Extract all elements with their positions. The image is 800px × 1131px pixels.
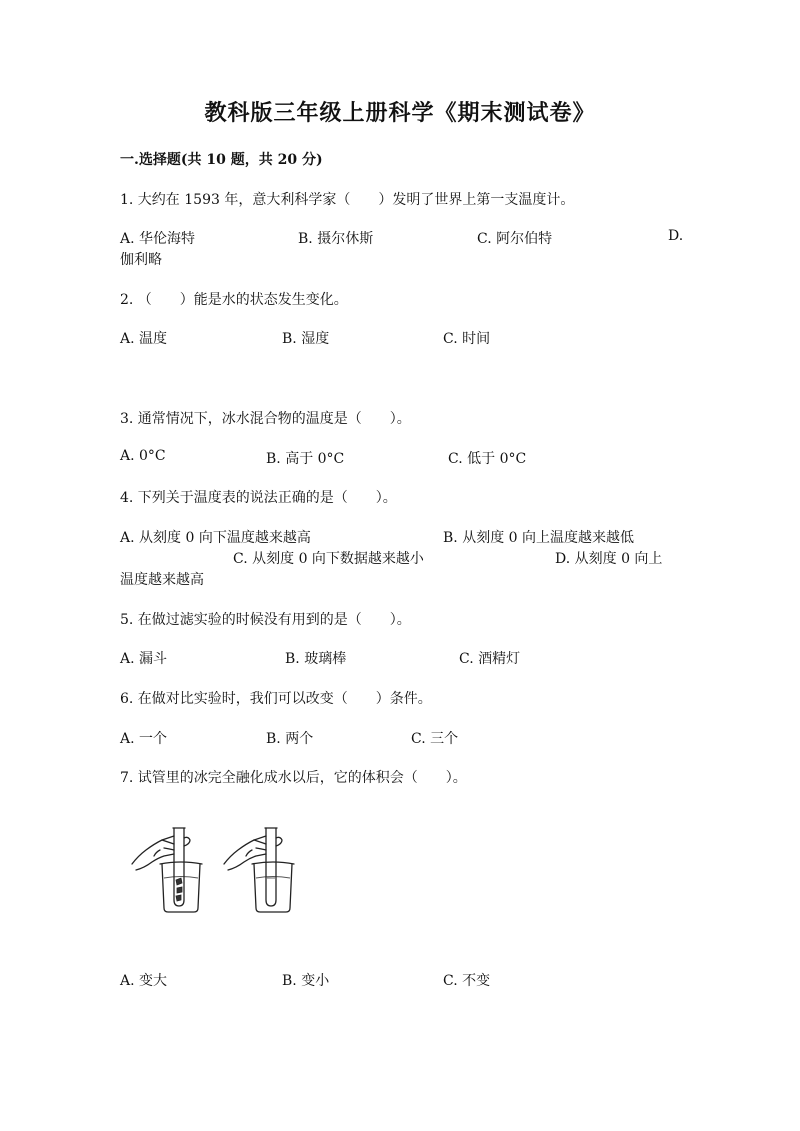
question-7-option-b: B. 变小 [282, 973, 330, 989]
question-4-option-b: B. 从刻度 0 向上温度越来越低 [443, 530, 634, 546]
question-5-option-a: A. 漏斗 [120, 651, 168, 667]
question-1-option-b: B. 摄尔休斯 [298, 231, 374, 247]
question-1-option-a: A. 华伦海特 [120, 231, 196, 247]
question-7-stem: 7. 试管里的冰完全融化成水以后，它的体积会（ ）。 [120, 770, 467, 786]
test-tube-with-ice-figure [132, 828, 202, 912]
question-3-option-c: C. 低于 0°C [448, 451, 527, 467]
question-2-option-b: B. 湿度 [282, 331, 330, 347]
question-3-stem: 3. 通常情况下，冰水混合物的温度是（ ）。 [120, 411, 411, 427]
question-6-option-a: A. 一个 [120, 731, 168, 747]
question-6-stem: 6. 在做对比实验时，我们可以改变（ ）条件。 [120, 691, 432, 707]
question-7-option-a: A. 变大 [120, 973, 168, 989]
page-title: 教科版三年级上册科学《期末测试卷》 [204, 100, 596, 126]
test-tube-with-water-figure [224, 828, 294, 912]
question-7-option-c: C. 不变 [443, 973, 491, 989]
question-1-stem: 1. 大约在 1593 年，意大利科学家（ ）发明了世界上第一支温度计。 [120, 192, 575, 208]
question-4-option-a: A. 从刻度 0 向下温度越来越高 [120, 530, 311, 546]
question-5-option-b: B. 玻璃棒 [285, 651, 347, 667]
question-3-option-b: B. 高于 0°C [266, 451, 345, 467]
question-4-option-d-continued: 温度越来越高 [120, 572, 204, 588]
question-2-stem: 2. （ ）能是水的状态发生变化。 [120, 292, 348, 308]
question-4-stem: 4. 下列关于温度表的说法正确的是（ ）。 [120, 490, 397, 506]
question-1-option-d-continued: 伽利略 [120, 252, 162, 268]
question-1-option-c: C. 阿尔伯特 [477, 231, 553, 247]
section-heading-choice: 一.选择题(共 10 题，共 20 分) [120, 152, 323, 168]
question-6-option-c: C. 三个 [411, 731, 459, 747]
question-5-stem: 5. 在做过滤实验的时候没有用到的是（ ）。 [120, 612, 411, 628]
question-5-option-c: C. 酒精灯 [459, 651, 521, 667]
question-4-option-d: D. 从刻度 0 向上 [555, 551, 663, 567]
test-tube-illustration [128, 822, 308, 918]
question-4-option-c: C. 从刻度 0 向下数据越来越小 [233, 551, 424, 567]
question-1-option-d: D. [668, 228, 684, 244]
question-2-option-c: C. 时间 [443, 331, 491, 347]
question-2-option-a: A. 温度 [120, 331, 168, 347]
question-3-option-a: A. 0°C [120, 448, 166, 464]
question-6-option-b: B. 两个 [266, 731, 314, 747]
